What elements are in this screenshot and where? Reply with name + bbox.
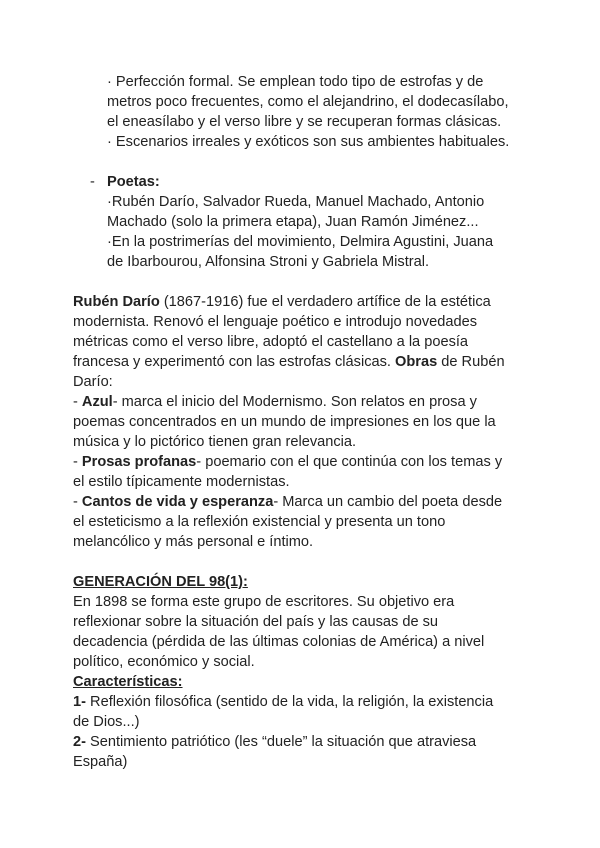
- characteristic-2-line-1: 2- Sentimiento patriótico (les “duele” la situación que atraviesa: [73, 734, 477, 750]
- gen98-heading: GENERACIÓN DEL 98(1):: [73, 574, 248, 590]
- poets-heading: Poetas:: [107, 174, 160, 190]
- characteristics-heading: Características:: [73, 674, 183, 690]
- characteristic-1-number: 1-: [73, 694, 86, 710]
- gen98-intro-line-2: reflexionar sobre la situación del país y las causas de su: [73, 614, 439, 630]
- cantos-line-1: - Cantos de vida y esperanza- Marca un cambio del poeta desde: [73, 494, 503, 510]
- characteristic-1-line-1: 1- Reflexión filosófica (sentido de la vida, la religión, la existencia: [73, 694, 494, 710]
- ruben-line-4: francesa y experimentó con las estrofas clásicas. Obras de Rubén: [73, 354, 505, 370]
- feature-formal-line-2: metros poco frecuentes, como el alejandrino, el dodecasílabo,: [107, 94, 509, 110]
- feature-formal-line-3: el eneasílabo y el verso libre y se recuperan formas clásicas.: [107, 114, 502, 130]
- characteristic-2-line-2: España): [73, 754, 128, 770]
- gen98-intro-line-4: político, económico y social.: [73, 654, 255, 670]
- azul-title: Azul: [81, 394, 113, 410]
- gen98-intro-line-1: En 1898 se forma este grupo de escritores. Su objetivo era: [73, 594, 455, 610]
- poets-line-1: ·Rubén Darío, Salvador Rueda, Manuel Machado, Antonio: [107, 194, 485, 210]
- ruben-line-5: Darío:: [73, 374, 113, 390]
- characteristic-2-number: 2-: [73, 734, 86, 750]
- gen98-intro-line-3: decadencia (pérdida de las últimas colonias de América) a nivel: [73, 634, 485, 650]
- azul-line-3: música y lo pictórico tienen gran relevancia.: [73, 434, 357, 450]
- cantos-title: Cantos de vida y esperanza: [81, 494, 274, 510]
- prosas-line-2: el estilo típicamente modernistas.: [73, 474, 290, 490]
- ruben-line-2: modernista. Renovó el lenguaje poético e introdujo novedades: [73, 314, 478, 330]
- poets-line-2: Machado (solo la primera etapa), Juan Ramón Jiménez...: [107, 214, 479, 230]
- poets-bullet: -: [90, 174, 95, 190]
- feature-scenery-line: · Escenarios irreales y exóticos son sus ambientes habituales.: [107, 134, 510, 150]
- characteristic-1-line-2: de Dios...): [73, 714, 140, 730]
- cantos-line-2: el esteticismo a la reflexión existencial y presenta un tono: [73, 514, 446, 530]
- ruben-line-1: Rubén Darío (1867-1916) fue el verdadero artífice de la estética: [73, 294, 491, 310]
- poets-line-4: de Ibarbourou, Alfonsina Stroni y Gabriela Mistral.: [107, 254, 430, 270]
- cantos-line-3: melancólico y más personal e íntimo.: [73, 534, 314, 550]
- poets-line-3: ·En la postrimerías del movimiento, Delmira Agustini, Juana: [107, 234, 494, 250]
- ruben-name: Rubén Darío: [73, 294, 160, 310]
- ruben-line-3: métricas como el verso libre, adoptó el castellano a la poesía: [73, 334, 469, 350]
- azul-line-1: - Azul- marca el inicio del Modernismo. Son relatos en prosa y: [73, 394, 477, 410]
- feature-formal-line-1: · Perfección formal. Se emplean todo tipo de estrofas y de: [107, 74, 484, 90]
- prosas-title: Prosas profanas: [81, 454, 197, 470]
- prosas-line-1: - Prosas profanas- poemario con el que continúa con los temas y: [73, 454, 503, 470]
- azul-line-2: poemas concentrados en un mundo de impresiones en los que la: [73, 414, 496, 430]
- obras-label: Obras: [395, 354, 438, 370]
